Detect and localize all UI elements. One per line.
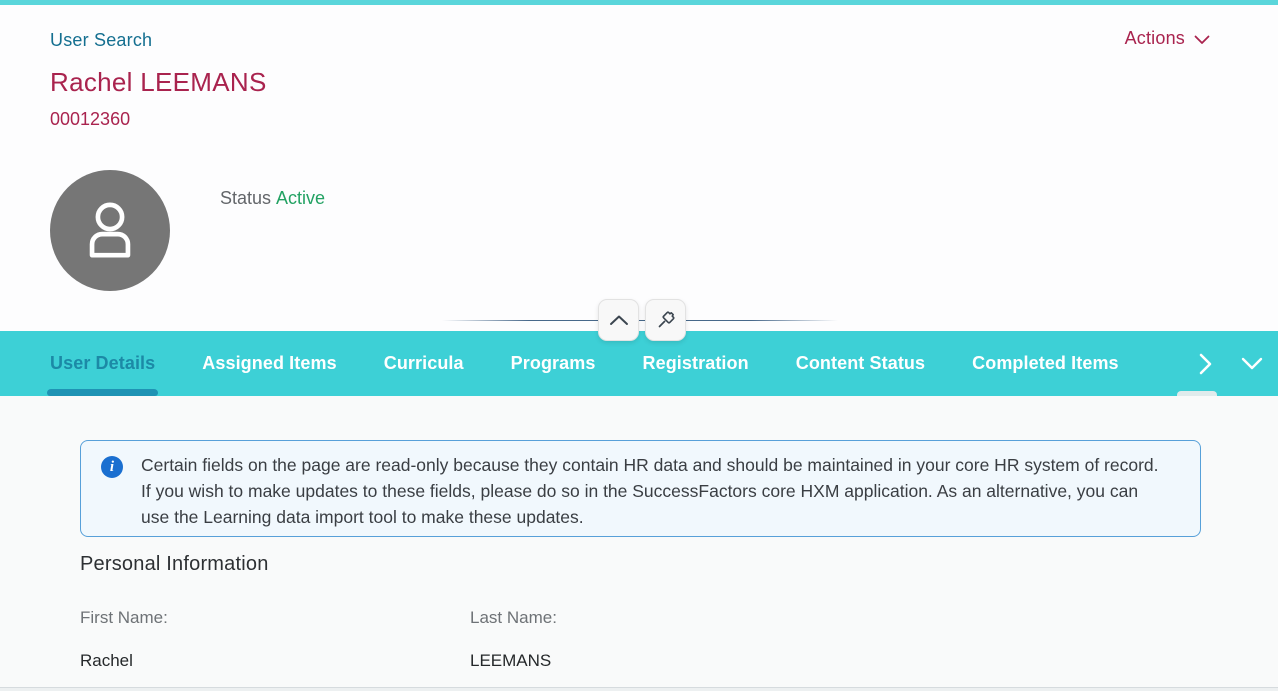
profile-header xyxy=(0,5,1278,331)
field-first-name xyxy=(80,608,168,671)
header-collapse-divider xyxy=(442,320,838,321)
field-value: LEEMANS xyxy=(470,651,552,670)
field-last-name xyxy=(470,608,557,671)
chevron-right-icon xyxy=(1199,353,1212,375)
tabs-scroll-right-button[interactable] xyxy=(1187,331,1223,396)
user-details-content xyxy=(0,396,1278,691)
info-banner-text: Certain fields on the page are read-only because they contain HR data and should be maintained in your core HR system of record. If you wish to make updates to these fields, please do so in the SuccessFactors core HXM application. As an alternative, you can use the Learning data import tool to make these updates. xyxy=(141,455,1159,527)
tab-user-details[interactable]: User Details xyxy=(50,331,155,396)
info-icon: i xyxy=(101,456,123,478)
chevron-down-icon xyxy=(1194,32,1210,45)
user-id: 00012360 xyxy=(50,109,131,129)
tabs-overflow-button[interactable] xyxy=(1234,331,1270,396)
tab-content-status[interactable]: Content Status xyxy=(795,353,926,373)
pushpin-icon xyxy=(656,310,676,330)
pin-header-button[interactable] xyxy=(645,299,686,341)
tab-registration[interactable]: Registration xyxy=(642,353,749,373)
tab-programs[interactable]: Programs xyxy=(510,353,596,373)
status-badge: Active xyxy=(276,188,326,208)
avatar xyxy=(50,170,170,291)
actions-menu-button[interactable] xyxy=(1125,28,1210,49)
breadcrumb-user-search[interactable]: User Search xyxy=(50,30,153,50)
page-title-user-name: Rachel LEEMANS xyxy=(50,67,267,97)
status-label: Status xyxy=(220,188,272,208)
field-label: First Name: xyxy=(80,608,168,627)
chevron-down-icon xyxy=(1241,357,1263,370)
section-title-personal-information: Personal Information xyxy=(80,553,269,575)
field-label: Last Name: xyxy=(470,608,557,627)
collapse-header-button[interactable] xyxy=(598,299,639,341)
tab-completed-items[interactable]: Completed Items xyxy=(972,353,1119,373)
tab-curricula[interactable]: Curricula xyxy=(383,353,464,373)
field-value: Rachel xyxy=(80,651,133,670)
info-banner xyxy=(80,440,1201,537)
actions-label: Actions xyxy=(1124,28,1185,48)
status-row xyxy=(220,188,325,209)
person-icon xyxy=(71,192,149,270)
tab-assigned-items[interactable]: Assigned Items xyxy=(202,353,337,373)
tab-bar xyxy=(0,331,1278,396)
chevron-up-icon xyxy=(609,314,629,326)
